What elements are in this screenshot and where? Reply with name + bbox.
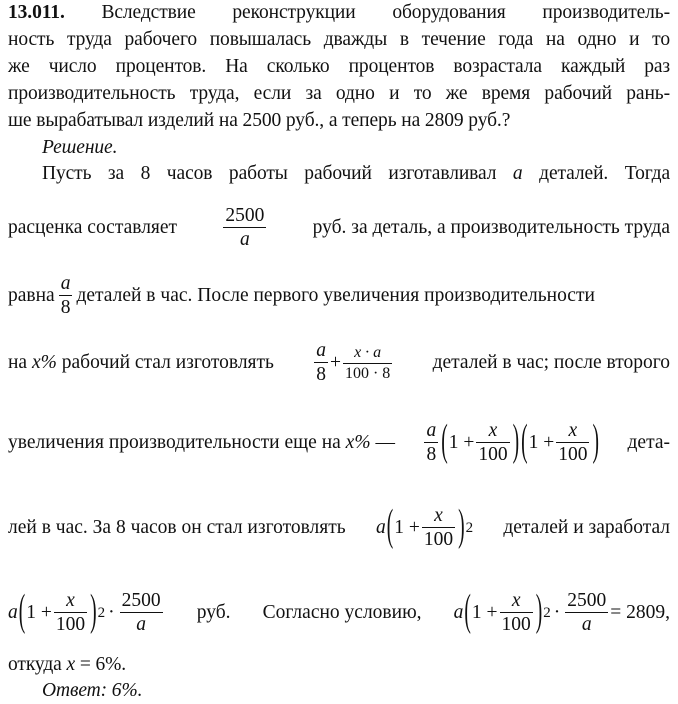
answer-value: : 6%. xyxy=(100,680,143,701)
fraction-x-100 xyxy=(54,590,87,637)
one-plus: 1 + xyxy=(471,602,498,624)
text: деталей и заработал xyxy=(503,517,671,539)
var-a: a xyxy=(375,517,386,539)
fraction-xa-800 xyxy=(343,344,392,383)
x-percent: x% xyxy=(31,352,57,374)
text: на xyxy=(8,352,28,374)
solution-line-7: a ( 1 + $\frac{x}{100}$ ) 2 · $\frac{2500}{a}$ руб. Согласно условию, a ( 1 + $\frac{x}{100}$ ) 2 · $\frac{2500}{a}$ = 2809, xyxy=(8,588,671,637)
equals-result: = 2809, xyxy=(610,602,671,624)
fraction-a-8 xyxy=(424,420,438,467)
x-percent: x% xyxy=(345,432,371,454)
fraction-x-100 xyxy=(556,420,589,467)
numerator: x xyxy=(54,590,87,613)
text: лей в час. За 8 часов он стал изготовлять xyxy=(8,517,346,539)
solution-line-8 xyxy=(8,654,670,676)
text: деталей. Тогда xyxy=(539,163,671,184)
dash: — xyxy=(375,432,395,454)
solution-line-3 xyxy=(8,273,670,320)
numerator: x xyxy=(476,420,509,443)
numerator: a xyxy=(314,340,328,363)
plus-sign: + xyxy=(329,352,341,374)
text: деталей в час; после второго xyxy=(432,352,670,374)
answer xyxy=(42,680,142,702)
denominator: 100 xyxy=(478,444,508,466)
denominator: 100 xyxy=(558,444,588,466)
denominator: a xyxy=(136,614,146,636)
text: руб. за деталь, а производительность труда xyxy=(312,217,671,239)
numerator: 2500 xyxy=(565,590,608,613)
fraction-a-8 xyxy=(314,340,328,387)
problem-line-5: ше вырабатывал изделий на 2500 руб., а теперь на 2809 руб.? xyxy=(8,110,511,131)
one-plus: 1 + xyxy=(448,432,475,454)
var-x: x xyxy=(66,654,76,675)
solution-line-1 xyxy=(42,163,670,185)
problem-line-4: производительность труда, если за одно и то же время рабочий рань- xyxy=(8,83,670,104)
numerator: x xyxy=(556,420,589,443)
numerator: 2500 xyxy=(120,590,163,613)
fraction-2500-a xyxy=(120,590,163,637)
denominator: 100 xyxy=(501,614,531,636)
denominator: 8 xyxy=(426,444,437,466)
numerator: a xyxy=(59,273,73,296)
denominator: a xyxy=(581,614,592,636)
text: = 6%. xyxy=(79,654,127,675)
answer-label: Ответ xyxy=(42,680,101,701)
var-a: a xyxy=(512,163,523,184)
denominator: a xyxy=(239,229,250,251)
numerator: x xyxy=(422,505,455,528)
text: откуда xyxy=(8,654,62,675)
text: Согласно условию, xyxy=(262,602,422,624)
numerator: x xyxy=(500,590,533,613)
text: увеличения производительности еще на xyxy=(8,432,341,454)
exponent: 2 xyxy=(465,519,474,536)
numerator: 2500 xyxy=(223,205,266,228)
fraction-a-8 xyxy=(59,273,73,320)
solution-line-6: лей в час. За 8 часов он стал изготовлять a ( 1 + $\frac{x}{100}$ ) 2 деталей и заработал xyxy=(8,503,671,552)
fraction-2500-a xyxy=(223,205,266,252)
solution-line-5: увеличения производительности еще на x% — $\frac{a}{8}$ ( 1 + $\frac{x}{100}$ ) ( 1 + $\frac{x}{100}$ ) дета- xyxy=(8,418,671,467)
text: расценка составляет xyxy=(8,217,178,239)
denominator: 100 xyxy=(423,529,454,551)
one-plus: 1 + xyxy=(394,517,420,539)
exponent: 2 xyxy=(97,604,106,621)
problem-text: Вследствие реконструкции оборудования производитель- xyxy=(101,2,670,23)
var-a: a xyxy=(453,602,464,624)
one-plus: 1 + xyxy=(26,602,52,624)
dot: · xyxy=(108,602,115,624)
denominator: 8 xyxy=(316,364,326,386)
solution-line-2 xyxy=(8,205,670,252)
problem-line-3: же число процентов. На сколько процентов возрастала каждый раз xyxy=(8,56,670,77)
fraction-x-100 xyxy=(476,420,509,467)
fraction-2500-a xyxy=(565,590,608,637)
dot: · xyxy=(553,602,561,624)
denominator: 8 xyxy=(60,297,71,319)
fraction-x-100 xyxy=(422,505,455,552)
text: дета- xyxy=(627,432,671,454)
numerator: x · a xyxy=(343,344,392,363)
solution-line-4 xyxy=(8,340,670,387)
exponent: 2 xyxy=(543,604,551,621)
text: руб. xyxy=(196,602,231,624)
solution-heading: Решение. xyxy=(42,137,118,158)
text: Пусть за 8 часов работы рабочий изготавливал xyxy=(42,163,497,184)
denominator: 100 xyxy=(55,614,86,636)
one-plus: 1 + xyxy=(528,432,555,454)
fraction-x-100 xyxy=(500,590,533,637)
text: равна xyxy=(8,285,55,307)
var-a: a xyxy=(8,602,18,624)
problem-line-1 xyxy=(8,2,670,24)
text: рабочий стал изготовлять xyxy=(61,352,274,374)
problem-number: 13.011. xyxy=(8,2,65,23)
text: деталей в час. После первого увеличения производительности xyxy=(76,285,595,307)
problem-line-2: ность труда рабочего повышалась дважды в течение года на одно и то xyxy=(8,29,670,50)
numerator: a xyxy=(424,420,438,443)
denominator: 100 · 8 xyxy=(344,364,391,382)
